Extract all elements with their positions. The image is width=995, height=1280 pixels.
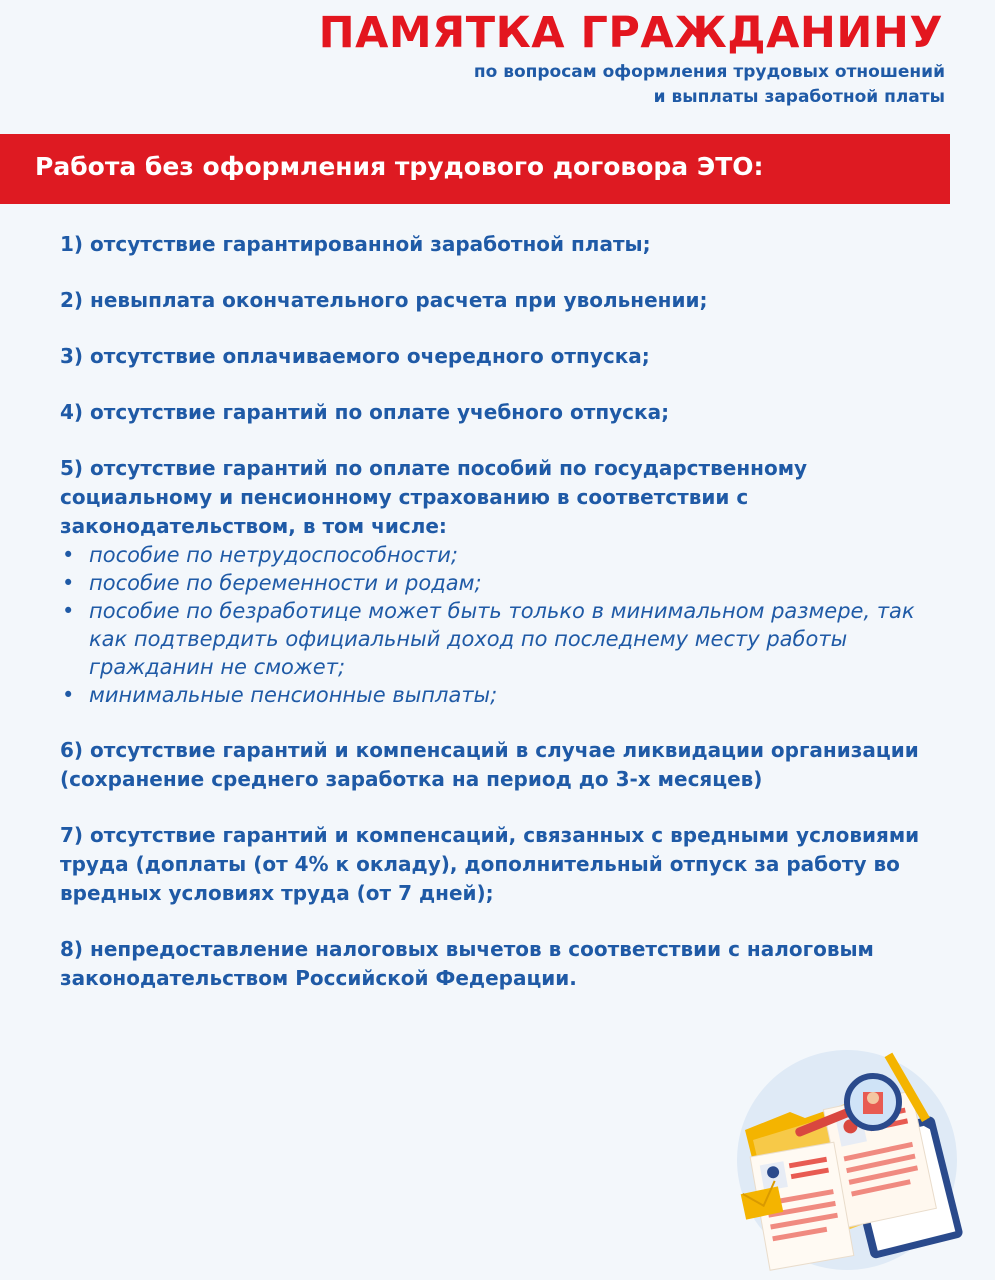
list-item-2: 2) невыплата окончательного расчета при увольнении; — [60, 288, 708, 312]
page-subtitle — [474, 60, 945, 110]
page-title: ПАМЯТКА ГРАЖДАНИНУ — [318, 8, 943, 58]
bullet-text: пособие по нетрудоспособности; — [89, 543, 458, 567]
documents-illustration — [735, 1040, 965, 1275]
list-item-5-text: 5) отсутствие гарантий по оплате пособий по государственному социальному и пенсионному страхованию в соответствии с законодательством, в том числе: — [60, 456, 808, 538]
bullet-item — [60, 569, 940, 597]
bullet-dot-icon: • — [62, 571, 75, 595]
list-item-6: 6) отсутствие гарантий и компенсаций в случае ликвидации организации (сохранение среднего заработка на период до 3-х месяцев) — [60, 738, 919, 791]
bullet-text: минимальные пенсионные выплаты; — [89, 683, 498, 707]
list-item-5 — [60, 454, 940, 709]
subtitle-line-1: по вопросам оформления трудовых отношений — [473, 62, 945, 82]
bullet-dot-icon: • — [62, 543, 75, 567]
list-item-1: 1) отсутствие гарантированной заработной платы; — [60, 232, 651, 256]
list-item-8: 8) непредоставление налоговых вычетов в соответствии с налоговым законодательством Российской Федерации. — [60, 937, 874, 990]
list-item-7: 7) отсутствие гарантий и компенсаций, связанных с вредными условиями труда (доплаты (от 4% к окладу), дополнительный отпуск за работу во вредных условиях труда (от 7 дней); — [60, 823, 920, 905]
items-list — [60, 230, 940, 1020]
list-item-3: 3) отсутствие оплачиваемого очередного отпуска; — [60, 344, 650, 368]
banner-text: Работа без оформления трудового договора ЭТО: — [35, 152, 764, 181]
list-item-4: 4) отсутствие гарантий по оплате учебного отпуска; — [60, 400, 670, 424]
bullet-dot-icon: • — [62, 683, 75, 707]
benefits-bullet-list — [60, 541, 940, 709]
subtitle-line-2: и выплаты заработной платы — [653, 87, 945, 107]
section-banner — [0, 134, 950, 204]
bullet-item — [60, 681, 940, 709]
bullet-text: пособие по беременности и родам; — [89, 571, 482, 595]
bullet-item — [60, 541, 940, 569]
bullet-item — [60, 597, 940, 681]
bullet-text: пособие по безработице может быть только в минимальном размере, так как подтвердить официальный доход по последнему месту работы гражданин не сможет; — [89, 599, 915, 679]
bullet-dot-icon: • — [62, 599, 75, 623]
